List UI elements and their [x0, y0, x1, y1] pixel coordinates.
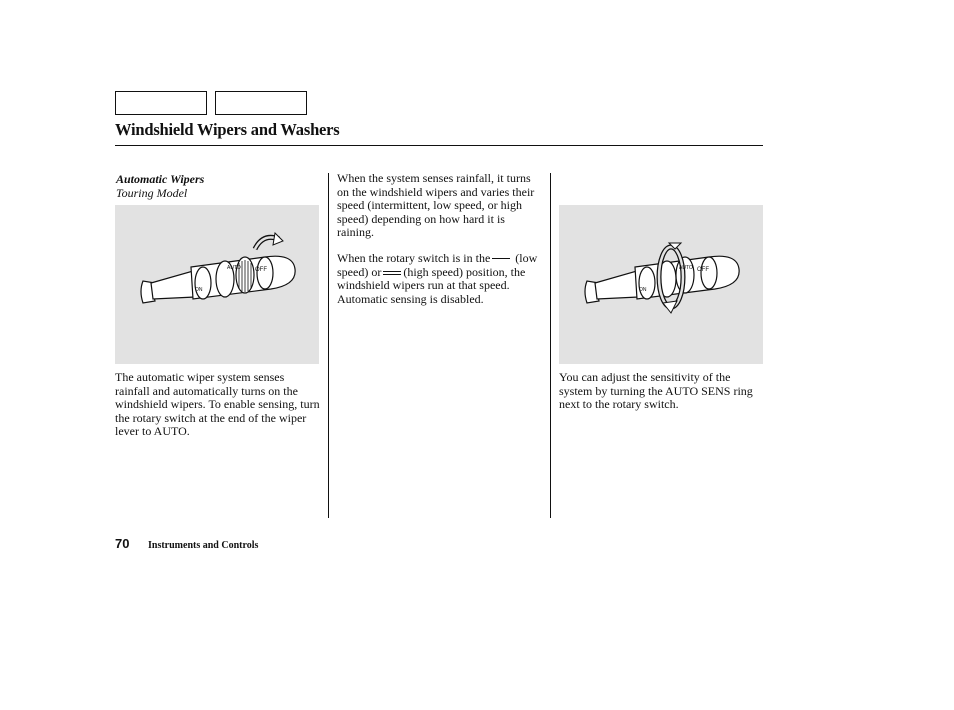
footer-section-name: Instruments and Controls: [148, 540, 259, 551]
page-title: Windshield Wipers and Washers: [115, 120, 340, 139]
wiper-lever-illustration-1: [115, 205, 319, 364]
auto-label-2: AUTO: [679, 265, 693, 271]
on-label-2: ON: [639, 287, 647, 293]
wiper-lever-drawing-1: [115, 205, 319, 364]
header-tab-box-right: [215, 91, 307, 115]
on-label-1: ON: [195, 287, 203, 293]
wiper-lever-drawing-2: [559, 205, 763, 364]
column-divider-1: [328, 173, 329, 518]
column2-paragraph-1: When the system senses rainfall, it turns on the windshield wipers and varies their speed (intermittent, low speed, or high speed) depending on how hard it is raining.: [337, 171, 535, 239]
paragraph2-part-c: (high speed) position, the windshield wipers run at that speed. Automatic sensing is disabled.: [337, 264, 526, 306]
column2-paragraph-2: [337, 252, 541, 306]
high-speed-symbol-icon: [383, 269, 401, 277]
section-heading: Automatic Wipers: [116, 172, 205, 186]
title-divider: [115, 145, 763, 146]
column-divider-2: [550, 173, 551, 518]
page-number: 70: [115, 536, 130, 551]
header-tab-box-left: [115, 91, 207, 115]
off-label-1: OFF: [255, 267, 267, 273]
paragraph2-part-b: (low speed) or: [337, 251, 538, 279]
auto-label-1: AUTO: [227, 265, 241, 271]
wiper-lever-illustration-2: [559, 205, 763, 364]
paragraph2-part-a: When the rotary switch is in the: [337, 251, 491, 265]
low-speed-symbol-icon: [492, 255, 510, 263]
model-label: Touring Model: [116, 186, 188, 200]
column3-paragraph: You can adjust the sensitivity of the system by turning the AUTO SENS ring next to the rotary switch.: [559, 370, 753, 411]
off-label-2: OFF: [697, 267, 709, 273]
column1-paragraph: The automatic wiper system senses rainfall and automatically turns on the windshield wipers. To enable sensing, turn the rotary switch at the end of the wiper lever to AUTO.: [115, 370, 320, 438]
